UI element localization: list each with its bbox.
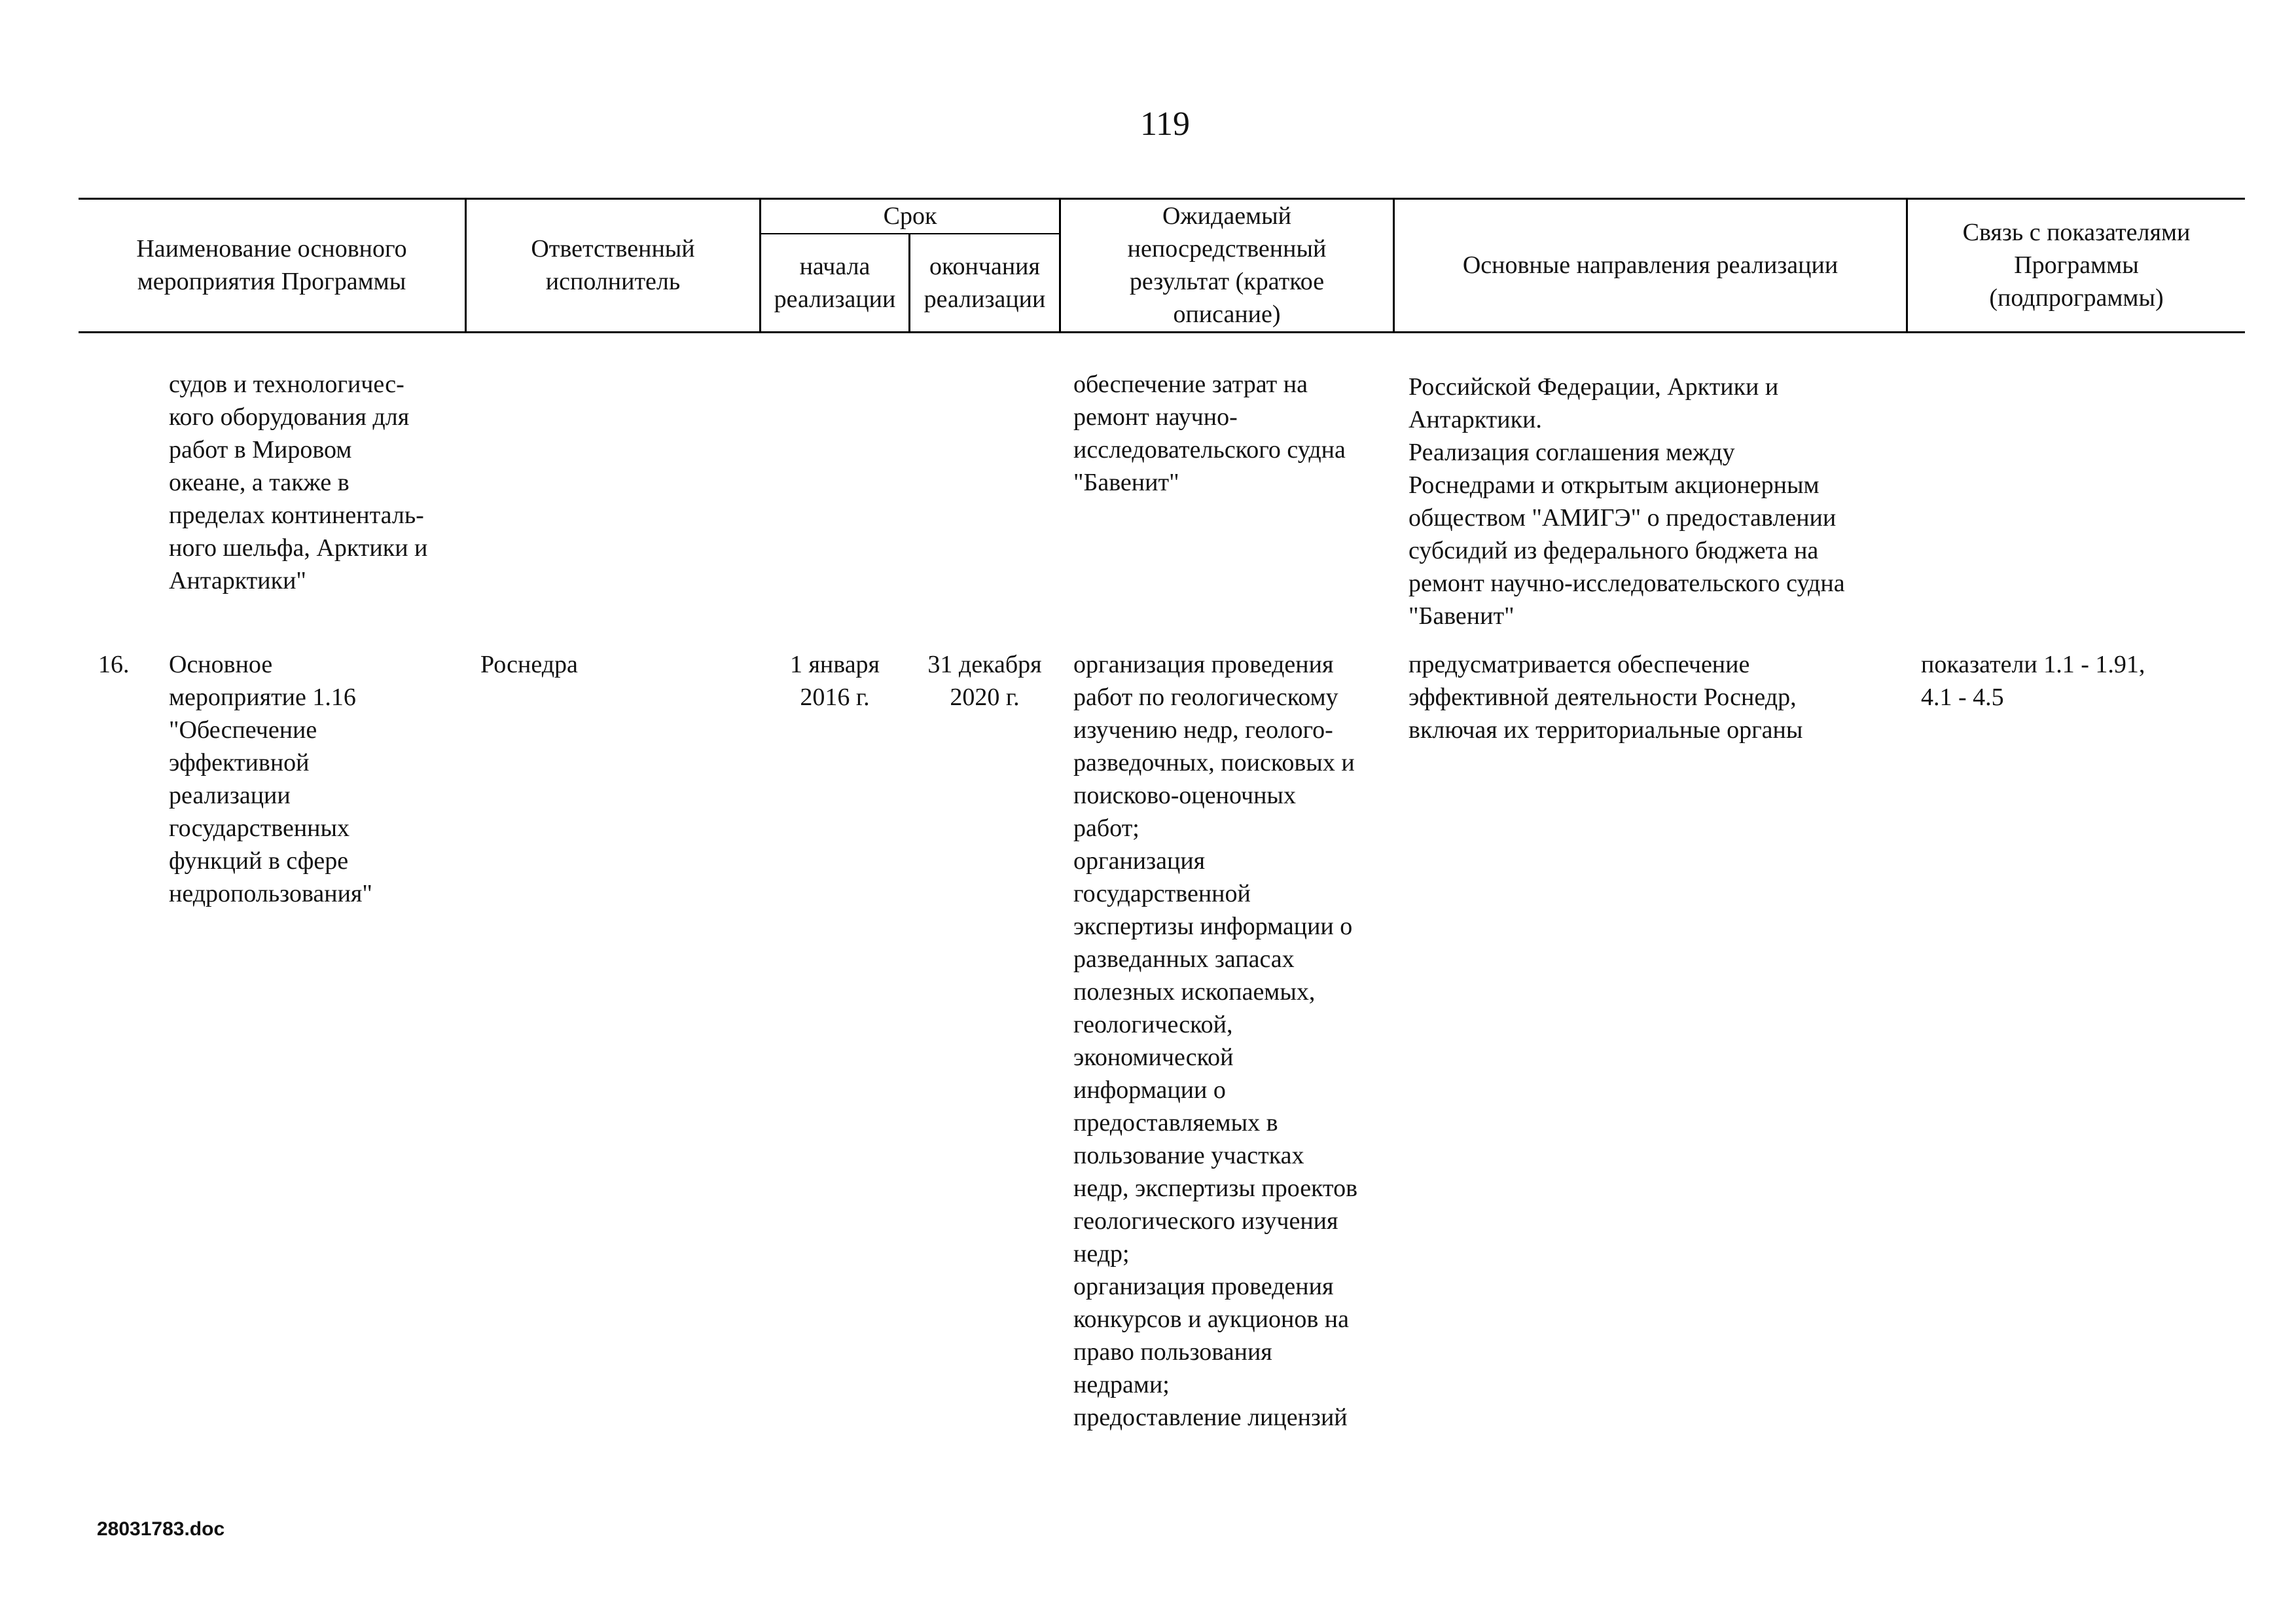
- header-executor: Ответственный исполнитель: [531, 235, 695, 295]
- row-name: Основное мероприятие 1.16 "Обеспечение эффективной реализации государственных функций в сфере недропользования": [169, 651, 372, 907]
- continuation-directions: Российской Федерации, Арктики и Антарктики. Реализация соглашения между Роснедрами и открытым акционерным обществом "АМИГЭ" о предоставлении субсидий из федерального бюджета на ремонт научно-исследовательского судна "Бавенит": [1408, 373, 1845, 630]
- continuation-result: обеспечение затрат на ремонт научно- исследовательского судна "Бавенит": [1073, 371, 1346, 496]
- header-start: начала реализации: [774, 253, 896, 313]
- row-result: организация проведения работ по геологическому изучению недр, геолого- разведочных, поисковых и поисково-оценочных работ; организация государственной экспертизы информации о разведанных запасах полезных ископаемых, геологической, экономической информации о предоставляемых в пользование участках недр, экспертизы проектов геологического изучения недр; организация проведения конкурсов и аукционов на право пользования недрами; предоставление лицензий: [1073, 651, 1358, 1431]
- header-directions: Основные направления реализации: [1462, 251, 1839, 279]
- row-end-date: 31 декабря 2020 г.: [927, 651, 1042, 711]
- header-result: Ожидаемый непосредственный результат (краткое описание): [1127, 202, 1327, 328]
- page-number: 119: [1139, 105, 1191, 143]
- header-end: окончания реализации: [924, 253, 1046, 313]
- continuation-name: судов и технологичес- кого оборудования для работ в Мировом океане, а также в пределах континенталь- ного шельфа, Арктики и Антарктики": [169, 371, 428, 594]
- header-bottom-rule: [79, 331, 2245, 333]
- document-filename: 28031783.doc: [97, 1518, 225, 1540]
- row-link: показатели 1.1 - 1.91, 4.1 - 4.5: [1921, 651, 2145, 711]
- row-directions: предусматривается обеспечение эффективной деятельности Роснедр, включая их территориальные органы: [1408, 651, 1803, 744]
- header-name: Наименование основного мероприятия Программы: [136, 235, 407, 295]
- row-start-date: 1 января 2016 г.: [789, 651, 880, 711]
- row-executor: Роснедра: [480, 651, 578, 678]
- row-number: 16.: [98, 651, 130, 678]
- header-link: Связь с показателями Программы (подпрограммы): [1962, 219, 2191, 312]
- header-term: Срок: [883, 202, 937, 230]
